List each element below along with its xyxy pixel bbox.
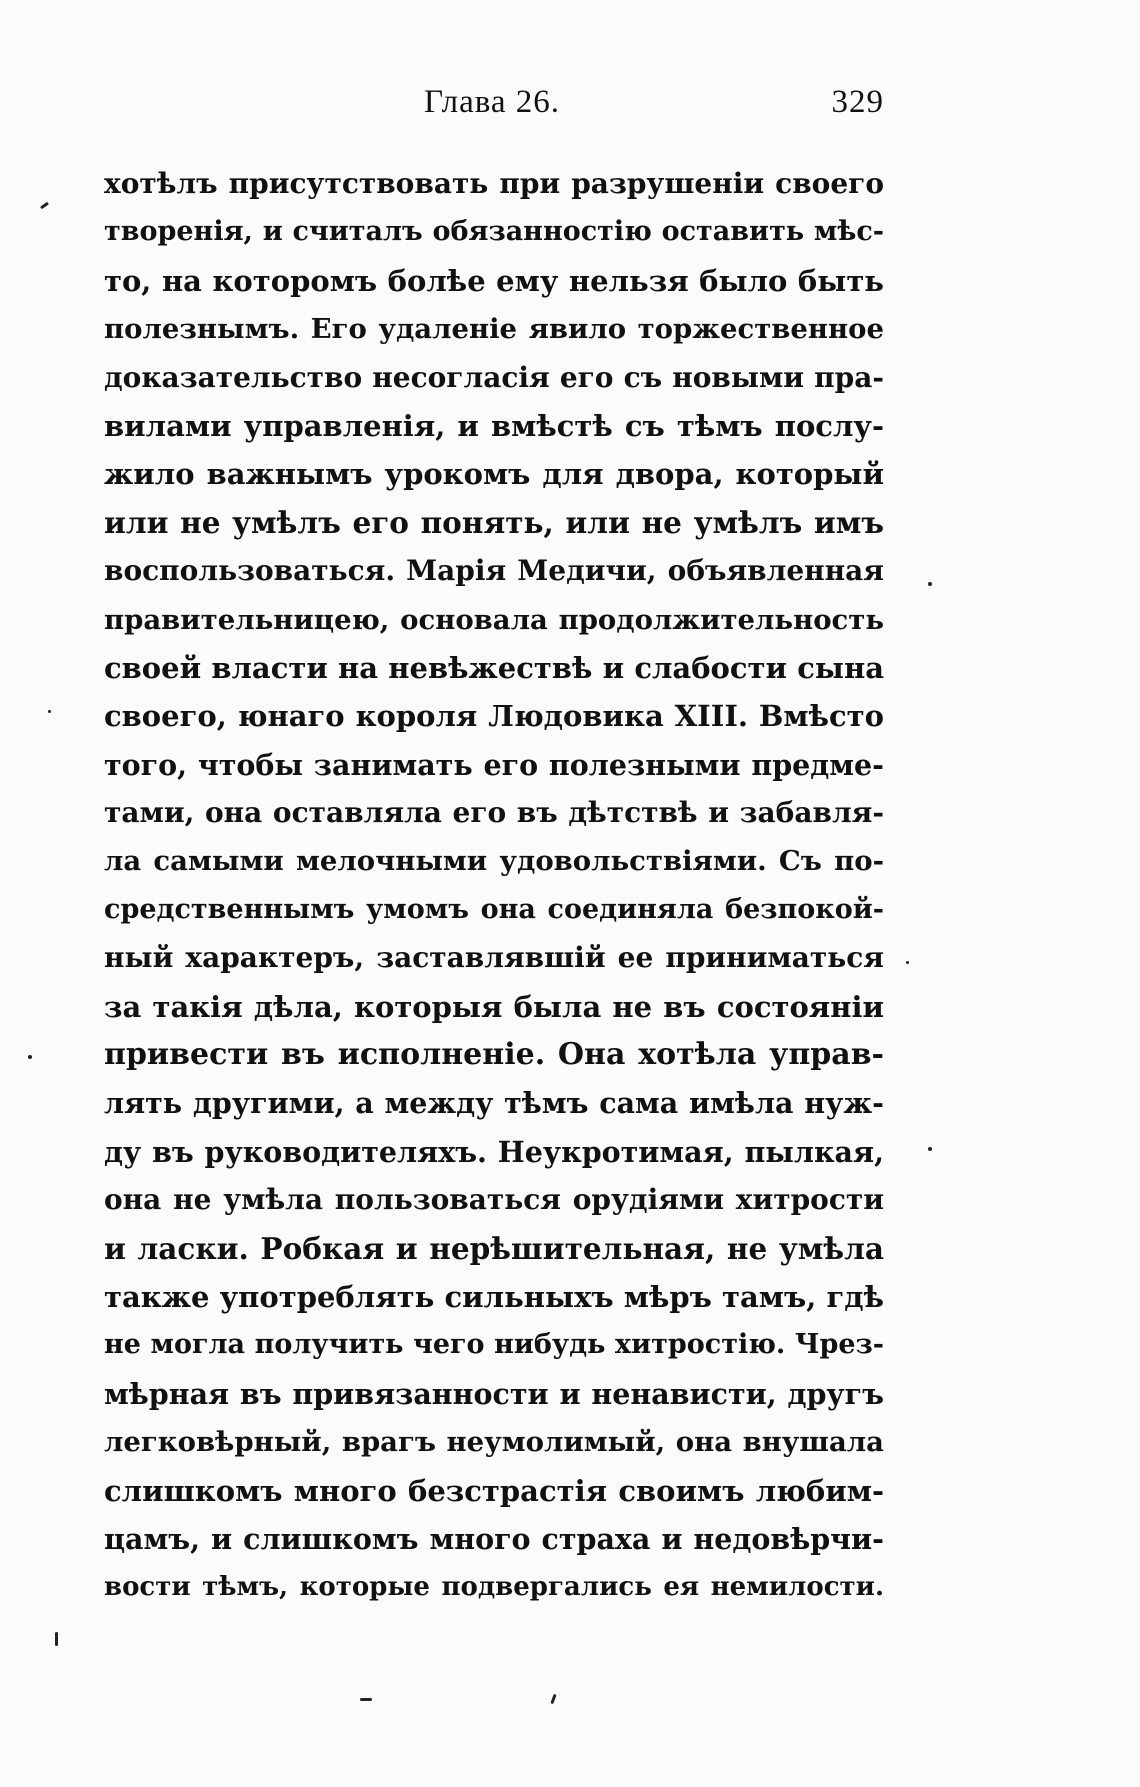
text-line: и ласки. Робкая и нерѣшительная, не умѣла (104, 1230, 884, 1266)
scan-speck (40, 202, 49, 210)
text-line: ду въ руководителяхъ. Неукротимая, пылкая, (104, 1134, 884, 1169)
text-line: хотѣлъ присутствовать при разрушеніи своего (104, 167, 884, 200)
text-line: жило важнымъ урокомъ для двора, который (104, 457, 884, 492)
text-line: ный характеръ, заставлявшій ее приниматься (104, 941, 884, 975)
text-line: тами, она оставляла его въ дѣтствѣ и забавля- (104, 796, 884, 830)
text-line: то, на которомъ болѣе ему нельзя было быть (104, 263, 884, 298)
text-line: правительницею, основала продолжительность (104, 603, 884, 636)
text-line: вости тѣмъ, которые подвергались ея немилости. (104, 1572, 884, 1603)
scan-speck (55, 1632, 58, 1646)
scan-speck (360, 1698, 372, 1701)
chapter-title: Глава 26. (424, 84, 561, 120)
scan-speck (48, 710, 51, 713)
text-line: ла самыми мелочными удовольствіями. Съ по- (104, 845, 884, 878)
text-line: мѣрная въ привязанности и ненависти, другъ (104, 1376, 884, 1411)
text-line: лять другими, а между тѣмъ сама имѣла нуж- (104, 1086, 884, 1121)
text-line: воспользоваться. Марія Медичи, объявленная (104, 554, 884, 588)
text-line: она не умѣла пользоваться орудіями хитрости (104, 1183, 884, 1217)
text-line: вилами управленія, и вмѣстѣ съ тѣмъ послу- (104, 408, 884, 443)
text-line: слишкомъ много безстрастія своимъ любим- (104, 1473, 884, 1508)
text-line: полезнымъ. Его удаленіе явило торжественное (104, 313, 884, 346)
text-line: средственнымъ умомъ она соединяла безпокой- (104, 893, 884, 925)
text-line: также употреблять сильныхъ мѣръ тамъ, гдѣ (104, 1279, 884, 1314)
text-line: легковѣрный, врагъ неумолимый, она внушала (104, 1426, 884, 1459)
text-line: своей власти на невѣжествѣ и слабости сына (104, 650, 884, 685)
scan-speck (550, 1694, 556, 1704)
text-line: того, чтобы занимать его полезными предме- (104, 747, 884, 782)
scan-speck (928, 582, 932, 586)
text-line: не могла получить чего нибудь хитростію. Чрез- (104, 1329, 884, 1361)
text-line: доказательство несогласія его съ новыми пра- (104, 360, 884, 394)
body-text (104, 160, 884, 1612)
text-line: или не умѣлъ его понять, или не умѣлъ имъ (104, 504, 884, 540)
text-line: своего, юнаго короля Людовика XIII. Вмѣсто (104, 699, 884, 734)
scan-speck (906, 961, 909, 964)
running-head (104, 84, 884, 124)
page-number: 329 (831, 84, 884, 120)
text-line: за такія дѣла, которыя была не въ состояніи (104, 989, 884, 1024)
scan-speck (28, 1055, 32, 1059)
text-line: цамъ, и слишкомъ много страха и недовѣрчи- (104, 1521, 884, 1556)
scan-speck (928, 1147, 932, 1151)
text-line: привести въ исполненіе. Она хотѣла управ- (104, 1037, 884, 1073)
text-line: творенія, и считалъ обязанностію оставить мѣс- (104, 216, 884, 248)
